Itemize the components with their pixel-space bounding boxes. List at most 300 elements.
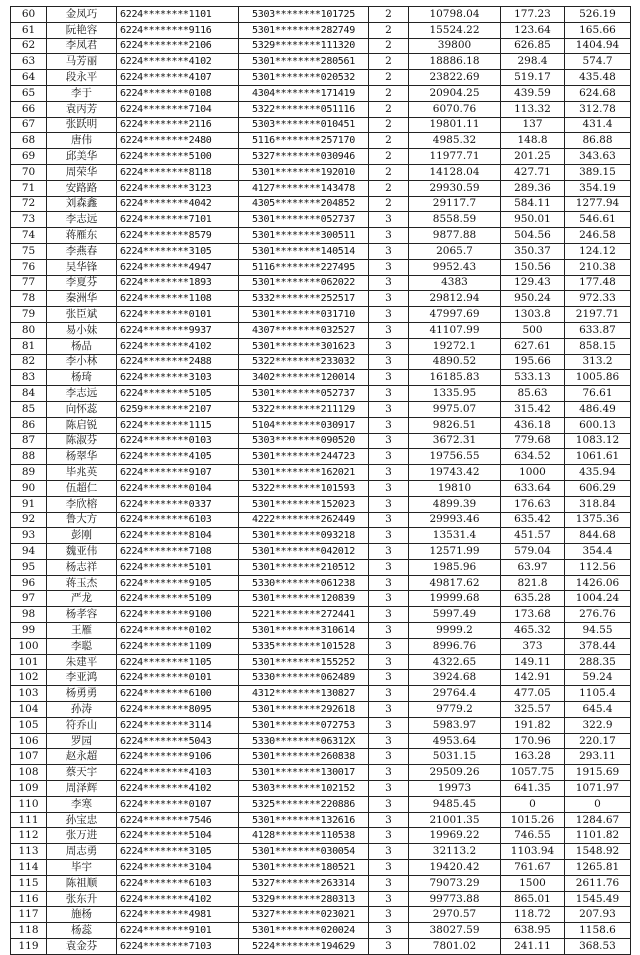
bank-card-cell: 6224********2488 (117, 354, 239, 370)
grade-cell: 3 (369, 591, 409, 607)
amount-cell: 9952.43 (409, 259, 501, 275)
grade-cell: 3 (369, 860, 409, 876)
amount-cell: 12571.99 (409, 544, 501, 560)
value-a-cell: 150.56 (501, 259, 565, 275)
row-number-cell: 77 (11, 275, 47, 291)
name-cell: 张跃明 (47, 117, 117, 133)
table-row (11, 891, 631, 907)
id-number-cell: 5301********031710 (239, 307, 369, 323)
value-a-cell: 201.25 (501, 149, 565, 165)
row-number-cell: 82 (11, 354, 47, 370)
grade-cell: 3 (369, 449, 409, 465)
bank-card-cell: 6224********7104 (117, 101, 239, 117)
id-number-cell: 5116********257170 (239, 133, 369, 149)
grade-cell: 3 (369, 291, 409, 307)
table-row (11, 101, 631, 117)
id-number-cell: 5301********140514 (239, 243, 369, 259)
value-a-cell: 123.64 (501, 22, 565, 38)
bank-card-cell: 6224********4981 (117, 907, 239, 923)
row-number-cell: 73 (11, 212, 47, 228)
value-a-cell: 821.8 (501, 575, 565, 591)
bank-card-cell: 6224********1109 (117, 638, 239, 654)
value-a-cell: 436.18 (501, 417, 565, 433)
value-a-cell: 177.23 (501, 7, 565, 23)
grade-cell: 2 (369, 196, 409, 212)
id-number-cell: 5301********300511 (239, 228, 369, 244)
bank-card-cell: 6224********5043 (117, 733, 239, 749)
bank-card-cell: 6224********5101 (117, 559, 239, 575)
amount-cell: 20904.25 (409, 85, 501, 101)
row-number-cell: 91 (11, 496, 47, 512)
id-number-cell: 5301********052737 (239, 212, 369, 228)
row-number-cell: 119 (11, 939, 47, 955)
id-number-cell: 5104********030917 (239, 417, 369, 433)
value-b-cell: 220.17 (565, 733, 631, 749)
bank-card-cell: 6224********1105 (117, 654, 239, 670)
id-number-cell: 4128********110538 (239, 828, 369, 844)
id-number-cell: 5301********210512 (239, 559, 369, 575)
id-number-cell: 5330********06312X (239, 733, 369, 749)
table-row (11, 559, 631, 575)
value-a-cell: 635.28 (501, 591, 565, 607)
row-number-cell: 108 (11, 765, 47, 781)
value-a-cell: 350.37 (501, 243, 565, 259)
id-number-cell: 5301********260838 (239, 749, 369, 765)
value-a-cell: 85.63 (501, 386, 565, 402)
grade-cell: 3 (369, 465, 409, 481)
name-cell: 彭刚 (47, 528, 117, 544)
amount-cell: 19801.11 (409, 117, 501, 133)
table-row (11, 433, 631, 449)
amount-cell: 18886.18 (409, 54, 501, 70)
value-b-cell: 378.44 (565, 638, 631, 654)
row-number-cell: 67 (11, 117, 47, 133)
id-number-cell: 4305********204852 (239, 196, 369, 212)
id-number-cell: 5301********162021 (239, 465, 369, 481)
grade-cell: 3 (369, 322, 409, 338)
id-number-cell: 5329********111320 (239, 38, 369, 54)
id-number-cell: 5116********227495 (239, 259, 369, 275)
name-cell: 杨志祥 (47, 559, 117, 575)
name-cell: 陈祖顺 (47, 875, 117, 891)
name-cell: 阮艳容 (47, 22, 117, 38)
name-cell: 蒋玉杰 (47, 575, 117, 591)
value-b-cell: 318.84 (565, 496, 631, 512)
amount-cell: 4322.65 (409, 654, 501, 670)
name-cell: 杨翠华 (47, 449, 117, 465)
grade-cell: 3 (369, 417, 409, 433)
row-number-cell: 69 (11, 149, 47, 165)
grade-cell: 3 (369, 717, 409, 733)
grade-cell: 3 (369, 259, 409, 275)
value-b-cell: 1284.67 (565, 812, 631, 828)
bank-card-cell: 6224********8104 (117, 528, 239, 544)
bank-card-cell: 6224********0103 (117, 433, 239, 449)
value-b-cell: 431.4 (565, 117, 631, 133)
bank-card-cell: 6224********0108 (117, 85, 239, 101)
value-a-cell: 118.72 (501, 907, 565, 923)
id-number-cell: 5303********101725 (239, 7, 369, 23)
grade-cell: 3 (369, 891, 409, 907)
row-number-cell: 74 (11, 228, 47, 244)
row-number-cell: 113 (11, 844, 47, 860)
id-number-cell: 5301********292618 (239, 702, 369, 718)
value-a-cell: 950.01 (501, 212, 565, 228)
amount-cell: 9826.51 (409, 417, 501, 433)
table-row (11, 70, 631, 86)
value-b-cell: 343.63 (565, 149, 631, 165)
row-number-cell: 72 (11, 196, 47, 212)
id-number-cell: 5301********030054 (239, 844, 369, 860)
bank-card-cell: 6224********4042 (117, 196, 239, 212)
value-b-cell: 1061.61 (565, 449, 631, 465)
value-b-cell: 1545.49 (565, 891, 631, 907)
grade-cell: 3 (369, 812, 409, 828)
bank-card-cell: 6224********8579 (117, 228, 239, 244)
table-row (11, 322, 631, 338)
id-number-cell: 5301********155252 (239, 654, 369, 670)
row-number-cell: 111 (11, 812, 47, 828)
name-cell: 周荣华 (47, 164, 117, 180)
grade-cell: 3 (369, 307, 409, 323)
table-row (11, 449, 631, 465)
row-number-cell: 100 (11, 638, 47, 654)
id-number-cell: 5301********192010 (239, 164, 369, 180)
amount-cell: 19999.68 (409, 591, 501, 607)
row-number-cell: 62 (11, 38, 47, 54)
bank-card-cell: 6224********0104 (117, 480, 239, 496)
bank-card-cell: 6224********6103 (117, 875, 239, 891)
table-row (11, 7, 631, 23)
table-row (11, 307, 631, 323)
table-row (11, 575, 631, 591)
bank-card-cell: 6224********6100 (117, 686, 239, 702)
bank-card-cell: 6224********5109 (117, 591, 239, 607)
bank-card-cell: 6224********4105 (117, 449, 239, 465)
value-b-cell: 606.29 (565, 480, 631, 496)
id-number-cell: 5301********072753 (239, 717, 369, 733)
amount-cell: 11977.71 (409, 149, 501, 165)
value-a-cell: 373 (501, 638, 565, 654)
value-a-cell: 579.04 (501, 544, 565, 560)
bank-card-cell: 6224********0101 (117, 670, 239, 686)
table-row (11, 907, 631, 923)
value-b-cell: 276.76 (565, 607, 631, 623)
row-number-cell: 86 (11, 417, 47, 433)
value-b-cell: 624.68 (565, 85, 631, 101)
value-b-cell: 210.38 (565, 259, 631, 275)
row-number-cell: 88 (11, 449, 47, 465)
table-row (11, 38, 631, 54)
value-b-cell: 389.15 (565, 164, 631, 180)
row-number-cell: 68 (11, 133, 47, 149)
name-cell: 孙宝忠 (47, 812, 117, 828)
value-a-cell: 626.85 (501, 38, 565, 54)
value-b-cell: 246.58 (565, 228, 631, 244)
bank-card-cell: 6259********2107 (117, 401, 239, 417)
bank-card-cell: 6224********9106 (117, 749, 239, 765)
table-row (11, 465, 631, 481)
name-cell: 向怀蕊 (47, 401, 117, 417)
value-a-cell: 149.11 (501, 654, 565, 670)
table-row (11, 923, 631, 939)
id-number-cell: 5301********301623 (239, 338, 369, 354)
grade-cell: 3 (369, 401, 409, 417)
value-b-cell: 293.11 (565, 749, 631, 765)
bank-card-cell: 6224********3105 (117, 844, 239, 860)
amount-cell: 6070.76 (409, 101, 501, 117)
grade-cell: 2 (369, 22, 409, 38)
row-number-cell: 75 (11, 243, 47, 259)
data-table (10, 6, 631, 955)
amount-cell: 79073.29 (409, 875, 501, 891)
bank-card-cell: 6224********1893 (117, 275, 239, 291)
table-row (11, 291, 631, 307)
name-cell: 李欣榕 (47, 496, 117, 512)
value-a-cell: 195.66 (501, 354, 565, 370)
name-cell: 李凤君 (47, 38, 117, 54)
row-number-cell: 76 (11, 259, 47, 275)
name-cell: 杨品 (47, 338, 117, 354)
bank-card-cell: 6224********9100 (117, 607, 239, 623)
id-number-cell: 5322********233032 (239, 354, 369, 370)
grade-cell: 3 (369, 354, 409, 370)
bank-card-cell: 6224********1115 (117, 417, 239, 433)
value-a-cell: 519.17 (501, 70, 565, 86)
bank-card-cell: 6224********7103 (117, 939, 239, 955)
name-cell: 毕宇 (47, 860, 117, 876)
amount-cell: 23822.69 (409, 70, 501, 86)
table-row (11, 591, 631, 607)
name-cell: 安路路 (47, 180, 117, 196)
value-a-cell: 584.11 (501, 196, 565, 212)
id-number-cell: 5301********042012 (239, 544, 369, 560)
table-row (11, 670, 631, 686)
table-row (11, 275, 631, 291)
value-b-cell: 1004.24 (565, 591, 631, 607)
row-number-cell: 103 (11, 686, 47, 702)
bank-card-cell: 6224********8095 (117, 702, 239, 718)
amount-cell: 9999.2 (409, 623, 501, 639)
table-row (11, 196, 631, 212)
id-number-cell: 5221********272441 (239, 607, 369, 623)
id-number-cell: 5327********030946 (239, 149, 369, 165)
name-cell: 王雁 (47, 623, 117, 639)
name-cell: 赵永超 (47, 749, 117, 765)
value-b-cell: 312.78 (565, 101, 631, 117)
amount-cell: 29764.4 (409, 686, 501, 702)
table-row (11, 828, 631, 844)
grade-cell: 3 (369, 544, 409, 560)
amount-cell: 14128.04 (409, 164, 501, 180)
value-a-cell: 633.64 (501, 480, 565, 496)
row-number-cell: 60 (11, 7, 47, 23)
value-a-cell: 191.82 (501, 717, 565, 733)
value-b-cell: 1404.94 (565, 38, 631, 54)
id-number-cell: 3402********120014 (239, 370, 369, 386)
id-number-cell: 5332********252517 (239, 291, 369, 307)
value-b-cell: 2611.76 (565, 875, 631, 891)
amount-cell: 9779.2 (409, 702, 501, 718)
name-cell: 李于 (47, 85, 117, 101)
name-cell: 朱建平 (47, 654, 117, 670)
amount-cell: 9975.07 (409, 401, 501, 417)
row-number-cell: 106 (11, 733, 47, 749)
grade-cell: 3 (369, 844, 409, 860)
row-number-cell: 78 (11, 291, 47, 307)
table-row (11, 480, 631, 496)
name-cell: 蔡天宇 (47, 765, 117, 781)
id-number-cell: 5301********020024 (239, 923, 369, 939)
bank-card-cell: 6224********0102 (117, 623, 239, 639)
table-row (11, 939, 631, 955)
amount-cell: 4953.64 (409, 733, 501, 749)
grade-cell: 3 (369, 275, 409, 291)
bank-card-cell: 6224********1101 (117, 7, 239, 23)
table-row (11, 401, 631, 417)
id-number-cell: 4304********171419 (239, 85, 369, 101)
value-a-cell: 634.52 (501, 449, 565, 465)
id-number-cell: 5301********062022 (239, 275, 369, 291)
name-cell: 李聪 (47, 638, 117, 654)
amount-cell: 29117.7 (409, 196, 501, 212)
name-cell: 易小妹 (47, 322, 117, 338)
grade-cell: 3 (369, 623, 409, 639)
grade-cell: 3 (369, 338, 409, 354)
id-number-cell: 5301********244723 (239, 449, 369, 465)
value-a-cell: 451.57 (501, 528, 565, 544)
name-cell: 邱美华 (47, 149, 117, 165)
row-number-cell: 112 (11, 828, 47, 844)
value-a-cell: 63.97 (501, 559, 565, 575)
amount-cell: 21001.35 (409, 812, 501, 828)
row-number-cell: 66 (11, 101, 47, 117)
name-cell: 李夏芬 (47, 275, 117, 291)
bank-card-cell: 6224********1108 (117, 291, 239, 307)
table-row (11, 417, 631, 433)
row-number-cell: 109 (11, 781, 47, 797)
id-number-cell: 5330********062489 (239, 670, 369, 686)
grade-cell: 3 (369, 702, 409, 718)
id-number-cell: 5327********263314 (239, 875, 369, 891)
value-b-cell: 76.61 (565, 386, 631, 402)
id-number-cell: 5301********052737 (239, 386, 369, 402)
value-a-cell: 142.91 (501, 670, 565, 686)
value-b-cell: 0 (565, 796, 631, 812)
bank-card-cell: 6224********6103 (117, 512, 239, 528)
table-row (11, 733, 631, 749)
value-a-cell: 761.67 (501, 860, 565, 876)
name-cell: 李志远 (47, 386, 117, 402)
grade-cell: 3 (369, 939, 409, 955)
table-row (11, 243, 631, 259)
value-a-cell: 477.05 (501, 686, 565, 702)
amount-cell: 1335.95 (409, 386, 501, 402)
bank-card-cell: 6224********2480 (117, 133, 239, 149)
id-number-cell: 5303********090520 (239, 433, 369, 449)
name-cell: 杨勇勇 (47, 686, 117, 702)
name-cell: 孙涛 (47, 702, 117, 718)
amount-cell: 4383 (409, 275, 501, 291)
grade-cell: 3 (369, 923, 409, 939)
value-a-cell: 746.55 (501, 828, 565, 844)
id-number-cell: 5301********152023 (239, 496, 369, 512)
bank-card-cell: 6224********8118 (117, 164, 239, 180)
amount-cell: 4890.52 (409, 354, 501, 370)
value-a-cell: 465.32 (501, 623, 565, 639)
grade-cell: 2 (369, 38, 409, 54)
value-b-cell: 207.93 (565, 907, 631, 923)
name-cell: 周泽辉 (47, 781, 117, 797)
id-number-cell: 4312********130827 (239, 686, 369, 702)
name-cell: 袁丙芳 (47, 101, 117, 117)
grade-cell: 3 (369, 796, 409, 812)
amount-cell: 41107.99 (409, 322, 501, 338)
value-b-cell: 435.48 (565, 70, 631, 86)
id-number-cell: 4127********143478 (239, 180, 369, 196)
value-a-cell: 635.42 (501, 512, 565, 528)
amount-cell: 19756.55 (409, 449, 501, 465)
id-number-cell: 5301********020532 (239, 70, 369, 86)
table-row (11, 85, 631, 101)
table-row (11, 607, 631, 623)
row-number-cell: 89 (11, 465, 47, 481)
name-cell: 伍超仁 (47, 480, 117, 496)
name-cell: 马芳丽 (47, 54, 117, 70)
id-number-cell: 5224********194629 (239, 939, 369, 955)
value-a-cell: 241.11 (501, 939, 565, 955)
value-b-cell: 1548.92 (565, 844, 631, 860)
grade-cell: 2 (369, 117, 409, 133)
value-b-cell: 574.7 (565, 54, 631, 70)
amount-cell: 19973 (409, 781, 501, 797)
grade-cell: 2 (369, 70, 409, 86)
bank-card-cell: 6224********4947 (117, 259, 239, 275)
grade-cell: 3 (369, 781, 409, 797)
bank-card-cell: 6224********5104 (117, 828, 239, 844)
grade-cell: 3 (369, 607, 409, 623)
amount-cell: 2970.57 (409, 907, 501, 923)
grade-cell: 2 (369, 149, 409, 165)
name-cell: 李燕春 (47, 243, 117, 259)
table-row (11, 259, 631, 275)
amount-cell: 5997.49 (409, 607, 501, 623)
grade-cell: 3 (369, 749, 409, 765)
name-cell: 段永平 (47, 70, 117, 86)
name-cell: 蒋雁东 (47, 228, 117, 244)
name-cell: 张臣斌 (47, 307, 117, 323)
grade-cell: 3 (369, 512, 409, 528)
value-b-cell: 1071.97 (565, 781, 631, 797)
table-row (11, 781, 631, 797)
bank-card-cell: 6224********9116 (117, 22, 239, 38)
value-b-cell: 1265.81 (565, 860, 631, 876)
grade-cell: 3 (369, 875, 409, 891)
value-a-cell: 170.96 (501, 733, 565, 749)
bank-card-cell: 6224********9105 (117, 575, 239, 591)
value-b-cell: 86.88 (565, 133, 631, 149)
grade-cell: 3 (369, 386, 409, 402)
name-cell: 施杨 (47, 907, 117, 923)
name-cell: 吴华锋 (47, 259, 117, 275)
bank-card-cell: 6224********7546 (117, 812, 239, 828)
row-number-cell: 95 (11, 559, 47, 575)
value-a-cell: 779.68 (501, 433, 565, 449)
row-number-cell: 98 (11, 607, 47, 623)
name-cell: 李寒 (47, 796, 117, 812)
row-number-cell: 61 (11, 22, 47, 38)
table-row (11, 149, 631, 165)
